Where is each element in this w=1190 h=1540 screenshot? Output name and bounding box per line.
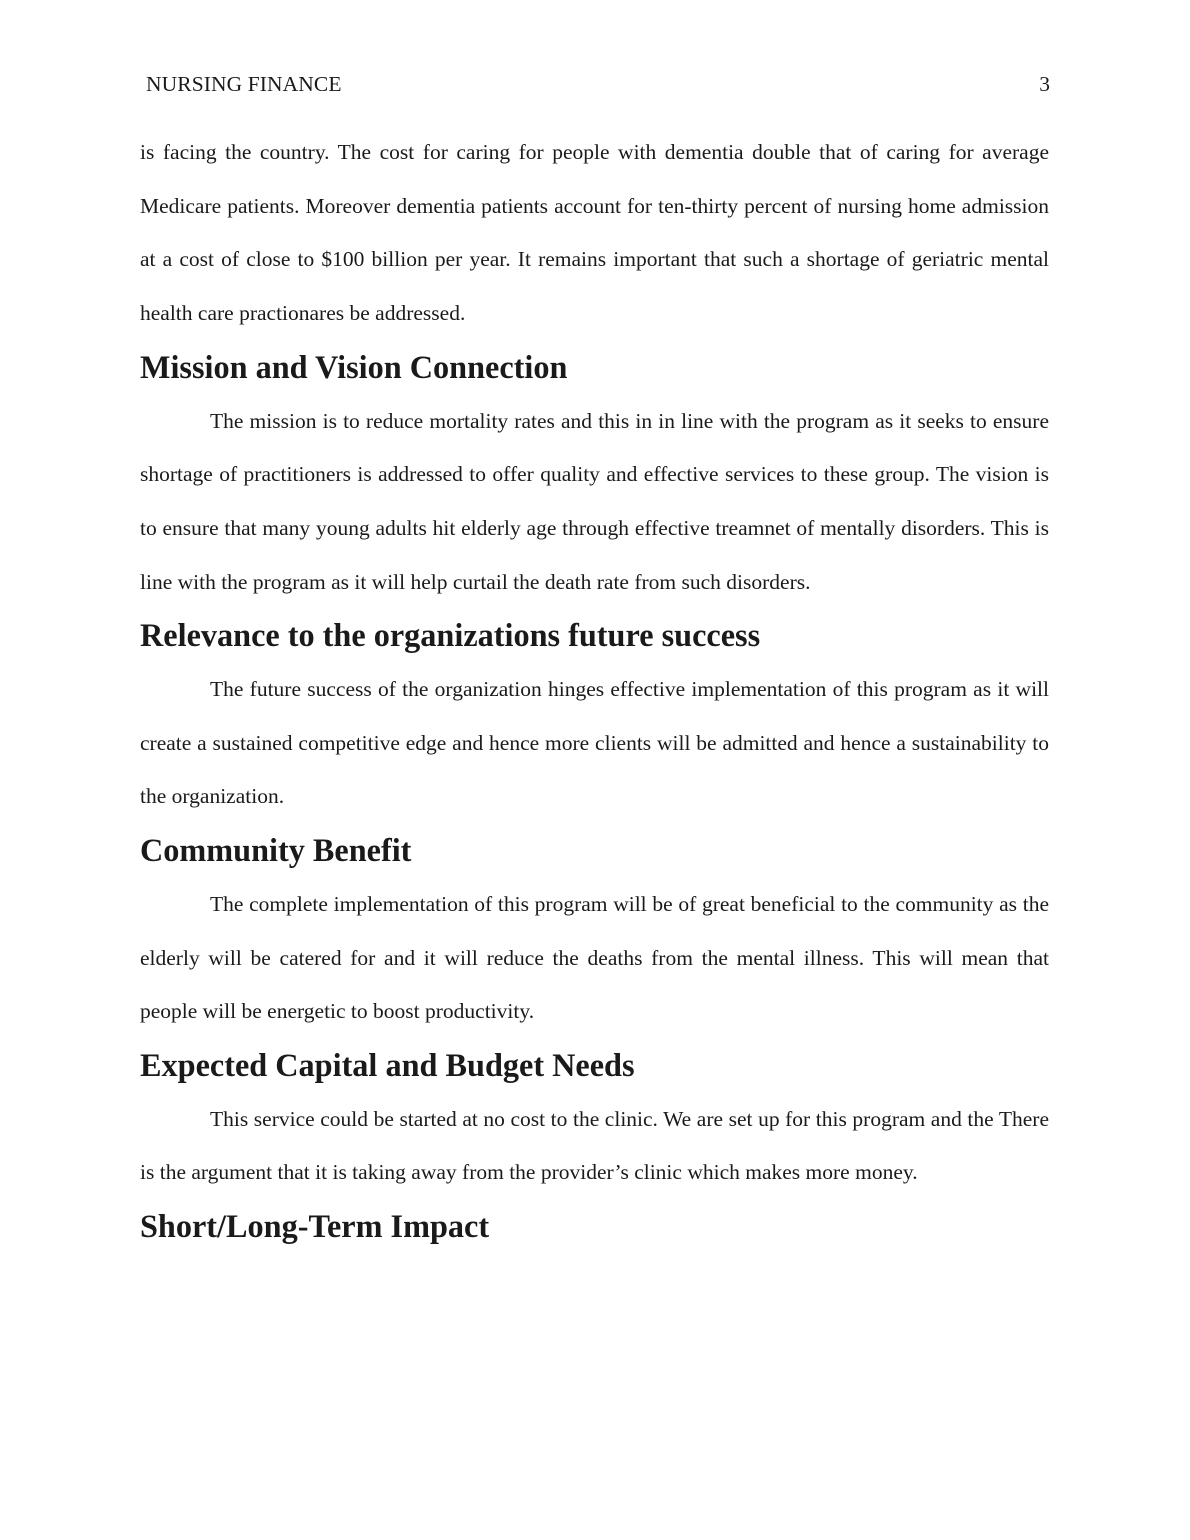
heading-capital-budget: Expected Capital and Budget Needs <box>140 1046 635 1083</box>
paragraph-capital-budget: This service could be started at no cost to the clinic. We are set up for this program and the There is the argument that it is taking away from the provider’s clinic which makes more money. <box>140 1106 1049 1185</box>
document-body <box>140 126 1049 1254</box>
paragraph-relevance: The future success of the organization hinges effective implementation of this program as it will create a sustained competitive edge and hence more clients will be admitted and hence a sustainability to the organization. <box>140 677 1049 809</box>
paragraph-intro: is facing the country. The cost for caring for people with dementia double that of caring for average Medicare patients. Moreover dementia patients account for ten-thirty percent of nursing home admission at a cost of close to $100 billion per year. It remains important that such a shortage of geriatric mental health care practionares be addressed. <box>140 140 1049 326</box>
heading-relevance: Relevance to the organizations future success <box>140 617 761 654</box>
page-number: 3 <box>1039 72 1050 96</box>
heading-community-benefit: Community Benefit <box>140 832 412 869</box>
running-head: NURSING FINANCE <box>146 72 342 96</box>
paragraph-community-benefit: The complete implementation of this program will be of great beneficial to the community as the elderly will be catered for and it will reduce the deaths from the mental illness. This will mean that people will be energetic to boost productivity. <box>140 891 1049 1024</box>
heading-short-long-term-impact: Short/Long-Term Impact <box>140 1208 490 1245</box>
heading-mission-vision: Mission and Vision Connection <box>140 348 568 385</box>
paragraph-mission-vision: The mission is to reduce mortality rates and this in in line with the program as it seeks to ensure shortage of practitioners is addressed to offer quality and effective services to these group. The vision is to ensure that many young adults hit elderly age through effective treamnet of mentally disorders. This is line with the program as it will help curtail the death rate from such disorders. <box>140 408 1049 594</box>
